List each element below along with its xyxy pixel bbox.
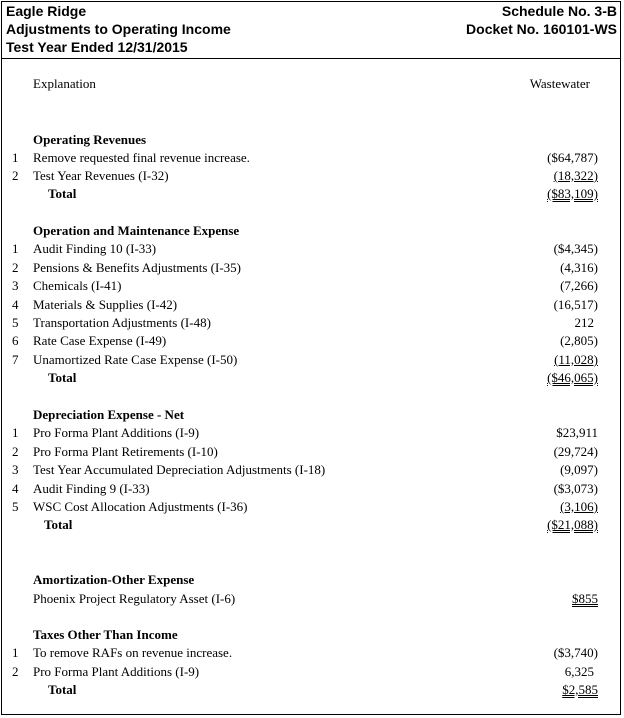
total-row [0, 681, 624, 699]
schedule-title: Adjustments to Operating Income [6, 21, 231, 37]
total-row [0, 185, 624, 203]
wastewater-column-header: Wastewater [529, 76, 590, 91]
table-row [0, 277, 624, 295]
line-label: Transportation Adjustments (I-48) [33, 315, 211, 330]
total-label: Total [48, 370, 77, 385]
line-label: Audit Finding 9 (I-33) [33, 481, 150, 496]
header-divider [1, 58, 621, 59]
section-heading [0, 406, 624, 424]
total-label: Total [48, 682, 77, 697]
line-amount: (2,805) [560, 333, 598, 348]
table-row [0, 498, 624, 516]
line-amount: 6,325 [564, 664, 594, 679]
line-label: Phoenix Project Regulatory Asset (I-6) [33, 591, 236, 606]
table-row [0, 296, 624, 314]
table-row [0, 480, 624, 498]
line-label: Pro Forma Plant Retirements (I-10) [33, 444, 218, 459]
table-row [0, 424, 624, 442]
column-headers [0, 75, 624, 93]
line-label: Test Year Revenues (I-32) [33, 168, 169, 183]
line-label: Pensions & Benefits Adjustments (I-35) [33, 260, 241, 275]
table-row [0, 314, 624, 332]
line-amount: (29,724) [553, 444, 598, 459]
line-number: 7 [12, 352, 19, 367]
table-row [0, 240, 624, 258]
schedule-number: Schedule No. 3-B [501, 3, 617, 19]
line-amount: $23,911 [556, 425, 598, 440]
line-label: Pro Forma Plant Additions (I-9) [33, 664, 200, 679]
line-label: Rate Case Expense (I-49) [33, 333, 167, 348]
total-label: Total [48, 186, 77, 201]
table-row [0, 644, 624, 662]
line-amount: $855 [572, 591, 598, 606]
section-heading [0, 222, 624, 240]
line-number: 4 [12, 297, 19, 312]
total-amount: ($21,088) [547, 517, 598, 532]
docket-number: Docket No. 160101-WS [466, 21, 617, 37]
line-amount: (11,028) [554, 352, 598, 367]
line-number: 2 [12, 444, 19, 459]
section-heading [0, 571, 624, 589]
line-number: 6 [12, 333, 19, 348]
table-row [0, 663, 624, 681]
line-number: 1 [12, 425, 19, 440]
table-row [0, 351, 624, 369]
line-label: Audit Finding 10 (I-33) [33, 241, 157, 256]
section-title: Operating Revenues [33, 132, 147, 147]
table-row [0, 461, 624, 479]
test-year-period: Test Year Ended 12/31/2015 [6, 39, 188, 55]
section-title: Operation and Maintenance Expense [33, 223, 240, 238]
line-label: To remove RAFs on revenue increase. [33, 645, 233, 660]
line-amount: (4,316) [560, 260, 598, 275]
line-amount: (7,266) [560, 278, 598, 293]
line-label: Test Year Accumulated Depreciation Adjustments (I-18) [33, 462, 326, 477]
table-row [0, 332, 624, 350]
line-number: 3 [12, 278, 19, 293]
table-row [0, 167, 624, 185]
line-label: Materials & Supplies (I-42) [33, 297, 178, 312]
line-label: WSC Cost Allocation Adjustments (I-36) [33, 499, 248, 514]
table-row [0, 443, 624, 461]
section-heading [0, 626, 624, 644]
line-label: Chemicals (I-41) [33, 278, 122, 293]
line-amount: (9,097) [560, 462, 598, 477]
line-label: Pro Forma Plant Additions (I-9) [33, 425, 200, 440]
line-amount: ($64,787) [547, 150, 598, 165]
line-number: 1 [12, 241, 19, 256]
table-row [0, 259, 624, 277]
line-amount: ($4,345) [553, 241, 598, 256]
section-title: Depreciation Expense - Net [33, 407, 185, 422]
line-number: 1 [12, 645, 19, 660]
line-amount: (16,517) [553, 297, 598, 312]
table-row [0, 590, 624, 608]
line-amount: 212 [574, 315, 594, 330]
section-title: Taxes Other Than Income [33, 627, 178, 642]
line-number: 2 [12, 168, 19, 183]
total-amount: ($46,065) [547, 370, 598, 385]
line-number: 1 [12, 150, 19, 165]
line-number: 5 [12, 315, 19, 330]
section-title: Amortization-Other Expense [33, 572, 195, 587]
total-label: Total [44, 517, 73, 532]
line-amount: (3,106) [560, 499, 598, 514]
explanation-column-header: Explanation [33, 76, 96, 91]
line-label: Remove requested final revenue increase. [33, 150, 250, 165]
total-amount: $2,585 [562, 682, 598, 697]
total-amount: ($83,109) [547, 186, 598, 201]
line-number: 2 [12, 260, 19, 275]
line-number: 5 [12, 499, 19, 514]
line-number: 4 [12, 481, 19, 496]
line-number: 2 [12, 664, 19, 679]
total-row [0, 369, 624, 387]
line-amount: ($3,073) [553, 481, 598, 496]
section-heading [0, 131, 624, 149]
line-label: Unamortized Rate Case Expense (I-50) [33, 352, 238, 367]
line-amount: ($3,740) [553, 645, 598, 660]
line-number: 3 [12, 462, 19, 477]
table-row [0, 149, 624, 167]
total-row [0, 516, 624, 534]
company-name: Eagle Ridge [6, 3, 87, 19]
line-amount: (18,322) [553, 168, 598, 183]
